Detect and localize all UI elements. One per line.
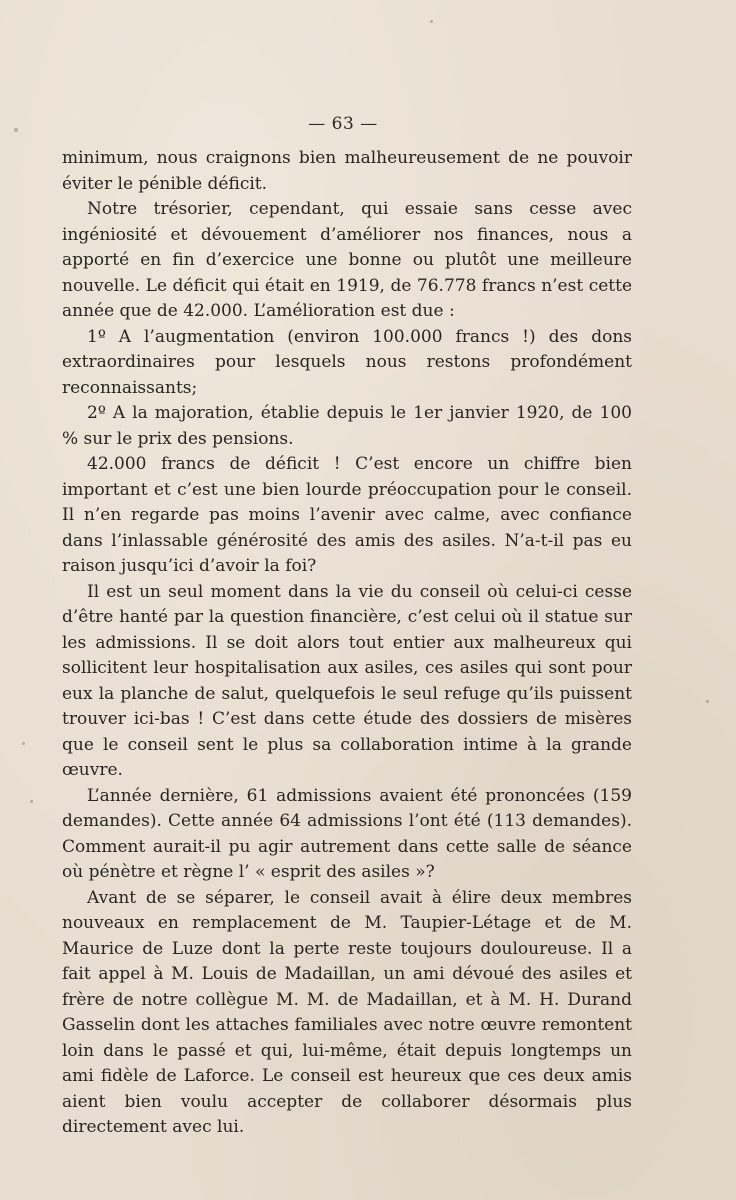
paper-speck	[30, 800, 33, 803]
paper-speck	[430, 20, 433, 23]
paragraph: 1º A l’augmentation (environ 100.000 francs !) des dons extraordinaires pour lesquels nous restons profondément reconnaissants;	[62, 326, 632, 398]
paper-speck	[22, 742, 25, 745]
paragraph: 2º A la majoration, établie depuis le 1er janvier 1920, de 100 % sur le prix des pensions.	[62, 403, 632, 449]
body-text	[62, 146, 632, 1141]
paragraph: L’année dernière, 61 admissions avaient été prononcées (159 demandes). Cette année 64 admissions l’ont été (113 demandes). Comment aurait-il pu agir autrement dans cette salle de séance où pénètre et règne l’ « esprit des asiles »?	[62, 785, 632, 882]
paragraph: Avant de se séparer, le conseil avait à élire deux membres nouveaux en remplacement de M. Taupier-Létage et de M. Maurice de Luze dont la perte reste toujours douloureuse. Il a fait appel à M. Louis de Madaillan, un ami dévoué des asiles et frère de notre collègue M. M. de Madaillan, et à M. H. Durand Gasselin dont les attaches familiales avec notre œuvre remontent loin dans le passé et qui, lui-même, était depuis longtemps un ami fidèle de Laforce. Le conseil est heureux que ces deux amis aient bien voulu accepter de collaborer désormais plus directement avec lui.	[62, 887, 632, 1137]
page-number: — 63 —	[308, 114, 378, 134]
paragraph: Notre trésorier, cependant, qui essaie sans cesse avec ingéniosité et dévouement d’améliorer nos finances, nous a apporté en fin d’exercice une bonne ou plutôt une meilleure nouvelle. Le déficit qui était en 1919, de 76.778 francs n’est cette année que de 42.000. L’amélioration est due :	[62, 199, 632, 321]
paper-speck	[706, 700, 709, 703]
paragraph: minimum, nous craignons bien malheureusement de ne pouvoir éviter le pénible déficit.	[62, 148, 632, 194]
paragraph: 42.000 francs de déficit ! C’est encore un chiffre bien important et c’est une bien lourde préoccupation pour le conseil. Il n’en regarde pas moins l’avenir avec calme, avec confiance dans l’inlassable générosité des amis des asiles. N’a-t-il pas eu raison jusqu’ici d’avoir la foi?	[62, 454, 632, 576]
paragraph: Il est un seul moment dans la vie du conseil où celui-ci cesse d’être hanté par la question financière, c’est celui où il statue sur les admissions. Il se doit alors tout entier aux malheureux qui sollicitent leur hospitalisation aux asiles, ces asiles qui sont pour eux la planche de salut, quelquefois le seul refuge qu’ils puissent trouver ici-bas ! C’est dans cette étude des dossiers de misères que le conseil sent le plus sa collaboration intime à la grande œuvre.	[62, 581, 632, 780]
